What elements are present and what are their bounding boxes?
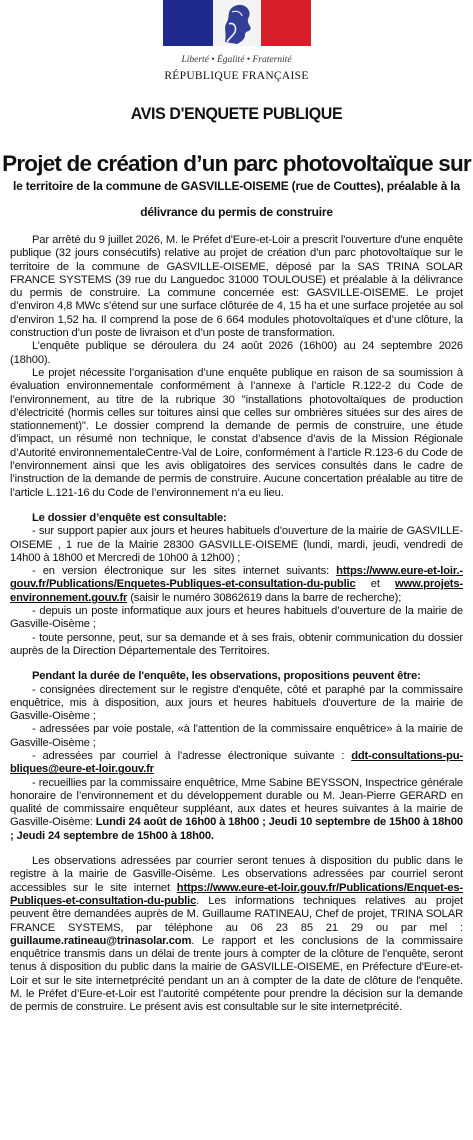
republic-logo (0, 0, 473, 96)
dossier-heading: Le dossier d’enquête est consultable: (32, 511, 227, 524)
paragraph-dates: L’enquête publique se déroulera du 24 août 2026 (16h00) au 24 septembre 2026 (18h00). (10, 340, 463, 366)
observation-item-commissioner: - recueillies par la commissaire enquêtrice, Mme Sabine BEYSSON, Inspectrice générale honoraire de l’environnement et du développement durable ou M. Jean-Pierre GERARD en qualité de commissaire enquêteur suppléant, aux dates et heures suivantes à la mairie de Gasville-Oisème: Lundi 24 août de 16h00 à 18h00 ; Jeudi 10 septembre de 15h00 à 18h00 ; Jeudi 24 septembre de 15h00 à 18h00. (10, 776, 463, 842)
prefecture-link[interactable]: https://www.eure-et-loir.-gouv.fr/Publications/Enquetes-Publiques-et-consultation-du-public (10, 565, 463, 591)
observations-heading: Pendant la durée de l'enquête, les observations, propositions peuvent être: (32, 670, 421, 683)
project-title: Projet de création d’un parc photovoltaïque sur (2, 151, 471, 176)
notice-heading: AVIS D'ENQUETE PUBLIQUE (130, 104, 343, 123)
republic-name: RÉPUBLIQUE FRANÇAISE (164, 70, 309, 82)
dossier-item-paper: - sur support papier aux jours et heures habituels d’ouverture de la mairie de GASVILLE-OISEME , 1 rue de la Mairie 28300 GASVILLE-OISEME (lundi, mardi, jeudi, vendredi de 14h00 à 18h00 et Mercredi de 10h00 à 12h00) ; (10, 525, 463, 564)
observation-item-post: - adressées par voie postale, «à l'attention de la commissaire enquêtrice» à la mairie de Gasville-Oisème ; (10, 723, 463, 749)
flag-icon (163, 0, 311, 46)
republic-motto: Liberté • Égalité • Fraternité (181, 55, 292, 65)
paragraph-arrete: Par arrêté du 9 juillet 2026, M. le Préfet d'Eure-et-Loir a prescrit l'ouverture d'une enquête publique (32 jours consécutifs) relative au projet de création d’un parc photovoltaïque sur le territoire de la commune de GASVILLE-OISEME, déposé par la SAS TRINA SOLAR FRANCE SYSTEMS (39 rue du Languedoc 31000 TOULOUSE) et préalable à la délivrance du permis de construire. La commune concernée est: GASVILLE-OISEME. Le projet d’environ 4,8 MWc s’étend sur une surface clôturée de 4, 15 ha et une surface projetée au sol d’environ 1,52 ha. Il comprend la pose de 6 664 modules photovoltaïques et d’une clôture, la construction d’un poste de livraison et d’un poste de transformation. (10, 234, 463, 340)
projets-environnement-link[interactable]: www.projets-environnement.gouv.fr (10, 578, 463, 604)
dossier-item-request: - toute personne, peut, sur sa demande et à ses frais, obtenir communication du dossier auprès de la Direction Départementale des Territoires. (10, 631, 463, 657)
observations-site-link[interactable]: https://www.eure-et-loir.gouv.fr/Publications/Enquet-es-Publiques-et-consultation-du-public (10, 881, 463, 907)
marianne-profile-icon (217, 2, 257, 44)
permanence-dates: Lundi 24 août de 16h00 à 18h00 ; Jeudi 10 septembre de 15h00 à 18h00 ; Jeudi 24 septembre de 15h00 à 18h00. (10, 816, 463, 842)
dossier-item-electronic: - en version électronique sur les sites internet suivants: https://www.eure-et-loir.-gouv.fr/Publications/Enquetes-Publiques-et-consultation-du-public et www.projets-environnement.gouv.fr (saisir le numéro 30862619 dans la barre de recherche); (10, 565, 463, 604)
observation-item-register: - consignées directement sur le registre d'enquête, côté et paraphé par la commissaire enquêtrice, mis à disposition, aux jours et heures habituels d'ouverture de la mairie de Gasville-Oisème ; (10, 683, 463, 723)
contact-email[interactable]: guillaume.ratineau@trinasolar.com (10, 934, 192, 947)
paragraph-evaluation: Le projet nécessite l’organisation d’une enquête publique en raison de sa soumission à évaluation environnementale conformément à l’annexe à l’article R.122-2 du Code de l’environnement, au titre de la rubrique 30 "installations photovoltaïques de production d’électricité (hormis celles sur toitures ainsi que celles sur ombrières situées sur des aires de stationnement)". Le dossier comprend la demande de permis de construire, une étude d’impact, un résumé non technique, le constat d’absence d’avis de la Mission Régionale d’Autorité environnementaleCentre-Val de Loire, conformément à l’article R.123-6 du Code de l’environnement ainsi que les avis obligatoires des services consultés dans le cadre de l’instruction de la demande de permis de construire. Aucune concertation préalable au titre de l’article L.121-16 du Code de l’environnement n’a eu lieu. (10, 366, 463, 499)
paragraph-final: Les observations adressées par courrier seront tenues à disposition du public dans le registre à la mairie de Gasville-Oisème. Les observations adressées par courriel seront accessibles sur le site internet https://www.eure-et-loir.gouv.fr/Publications/Enquet-es-Publiques-et-consultation-du-public. Les informations techniques relatives au projet peuvent être demandées auprès de M. Guillaume RATINEAU, Chef de projet, TRINA SOLAR FRANCE SYSTEMS, par téléphone au 06 23 85 21 29 ou par mel : guillaume.ratineau@trinasolar.com. Le rapport et les conclusions de la commissaire enquêtrice transmis dans un délai de trente jours à compter de la clôture de l'enquête, seront tenus à disposition du public dans la mairie de GASVILLE-OISEME, en Préfecture d'Eure-et-Loir et sur le site internetprécité pendant un an à compter de la date de clôture de l'enquête. M. le Préfet d’Eure-et-Loir est l’autorité compétente pour prendre la décision sur la demande de permis de construire. Le présent avis est consultable sur le site internetprécité. (10, 855, 463, 1014)
ddt-email-link[interactable]: ddt-consultations-pu-bliques@eure-et-loir.gouv.fr (10, 749, 463, 776)
dossier-item-computer: - depuis un poste informatique aux jours et heures habituels d’ouverture de la mairie de Gasville-Oisème ; (10, 605, 463, 631)
observation-item-email: - adressées par courriel à l’adresse électronique suivante : ddt-consultations-pu-bliques@eure-et-loir.gouv.fr (10, 749, 463, 776)
project-subtitle-2: délivrance du permis de construire (140, 205, 333, 219)
notice-body (10, 234, 463, 1015)
project-subtitle: le territoire de la commune de GASVILLE-OISEME (rue de Couttes), préalable à la (13, 179, 460, 193)
